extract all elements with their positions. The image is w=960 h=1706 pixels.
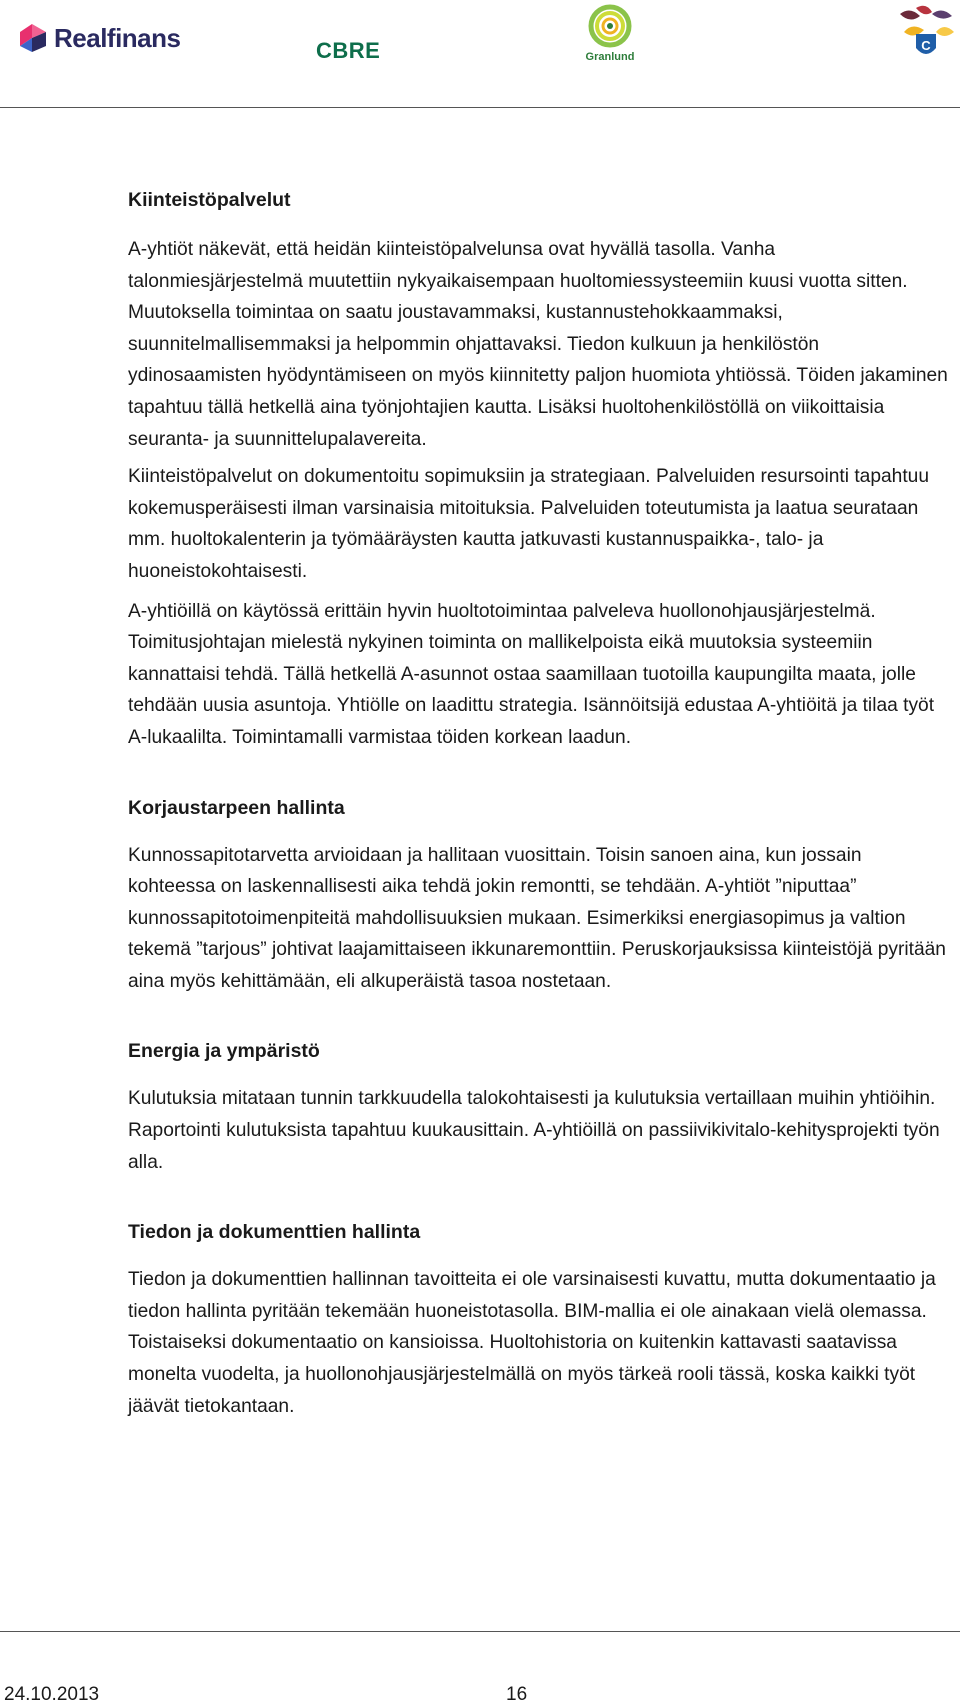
header-divider xyxy=(0,107,960,108)
paragraph: A-yhtiöillä on käytössä erittäin hyvin huoltotoimintaa palveleva huollonohjausjärjestelmä. Toimitusjohtajan mielestä nykyinen toiminta on mallikelpoista eikä muutoksia systeemiin kannattaisi tehdä. Tällä hetkellä A-asunnot ostaa saamillaan tuotoilla kaupungilta maata, jolle tehdään uusia asuntoja. Yhtiölle on laadittu strategia. Isännöitsijä edustaa A-yhtiöitä ja tilaa työt A-lukaalilta. Toimintamalli varmistaa töiden korkean laadun. xyxy=(128,600,935,748)
paragraph: Tiedon ja dokumenttien hallinnan tavoitteita ei ole varsinaisesti kuvattu, mutta dokumentaatio ja tiedon hallinta pyritään tekemään huoneistotasolla. BIM-mallia ei ole ainakaan vielä olemassa. Toistaiseksi dokumentaatio on kansioissa. Huoltohistoria on kuitenkin kattavasti saatavissa monelta vuodelta, ja huollonohjausjärjestelmällä on myös tärkeä rooli tässä, koska kaikki työt jäävät tietokantaan. xyxy=(128,1269,936,1417)
realfinans-logo xyxy=(18,18,181,58)
section-energia-ja-ymparisto xyxy=(128,1037,948,1178)
section-kiinteistopalvelut xyxy=(128,186,948,754)
realfinans-wordmark: Realfinans xyxy=(54,22,181,53)
footer-divider xyxy=(0,1631,960,1632)
granlund-wordmark: Granlund xyxy=(585,51,635,63)
crest-emblem-icon xyxy=(896,4,956,64)
document-body xyxy=(128,186,948,1422)
section-heading: Korjaustarpeen hallinta xyxy=(128,796,345,819)
section-korjaustarpeen-hallinta xyxy=(128,794,948,998)
cbre-logo: CBRE xyxy=(316,38,381,63)
footer-date: 24.10.2013 xyxy=(4,1684,100,1705)
section-heading: Tiedon ja dokumenttien hallinta xyxy=(128,1221,421,1244)
paragraph: A-yhtiöt näkevät, että heidän kiinteistöpalvelunsa ovat hyvällä tasolla. Vanha talonmiesjärjestelmä muutettiin nykyaikaisempaan huoltomiessysteemiin kuusi vuotta sitten. Muutoksella toimintaa on saatu joustavammaksi, kustannustehokkaammaksi, suunnitelmallisemmaksi ja helpommin ohjattavaksi. Tiedon kulkuun ja henkilöstön ydinosaamisten hyödyntämiseen on myös kiinnitetty paljon huomiota yhtiössä. Töiden jakaminen tapahtuu tällä hetkellä aina työnjohtajien kautta. Lisäksi huoltohenkilöstöllä on viikoittaisia seuranta- ja suunnittelupalavereita. xyxy=(128,239,948,450)
paragraph: Kulutuksia mitataan tunnin tarkkuudella talokohtaisesti ja kulutuksia vertaillaan muihin yhtiöihin. Raportointi kulutuksista tapahtuu kuukausittain. A-yhtiöillä on passiivikivitalo-kehitysprojekti työn alla. xyxy=(128,1088,940,1173)
section-heading: Kiinteistöpalvelut xyxy=(128,189,291,211)
page-header xyxy=(0,0,960,108)
paragraph: Kunnossapitotarvetta arvioidaan ja hallitaan vuosittain. Toisin sanoen aina, kun jossain kohteessa on laskennallisesti aika tehdä jokin remontti, se tehdään. A-yhtiöt ”niputtaa” kunnossapitotoimenpiteitä mahdollisuuksien mukaan. Esimerkiksi energiasopimus ja valtion tekemä ”tarjous” johtivat laajamittaiseen ikkunaremonttiin. Peruskorjauksissa kiinteistöjä pyritään aina myös kehittämään, eli alkuperäistä tasoa nostetaan. xyxy=(128,844,946,992)
paragraph: Kiinteistöpalvelut on dokumentoitu sopimuksiin ja strategiaan. Palveluiden resursointi tapahtuu kokemusperäisesti ilman varsinaisia mitoituksia. Palveluiden toteutumista ja laatua seurataan mm. huoltokalenterin ja työmääräysten kautta jatkuvasti kustannuspaikka-, talo- ja huoneistokohtaisesti. xyxy=(128,466,930,582)
granlund-rings-icon xyxy=(582,4,638,48)
page-number: 16 xyxy=(506,1684,528,1705)
realfinans-mark-icon xyxy=(18,18,50,58)
svg-text:C: C xyxy=(921,38,931,53)
section-heading: Energia ja ympäristö xyxy=(128,1040,320,1063)
crest-logo xyxy=(896,4,956,69)
section-tiedon-ja-dokumenttien-hallinta xyxy=(128,1218,948,1422)
granlund-logo xyxy=(578,4,642,63)
